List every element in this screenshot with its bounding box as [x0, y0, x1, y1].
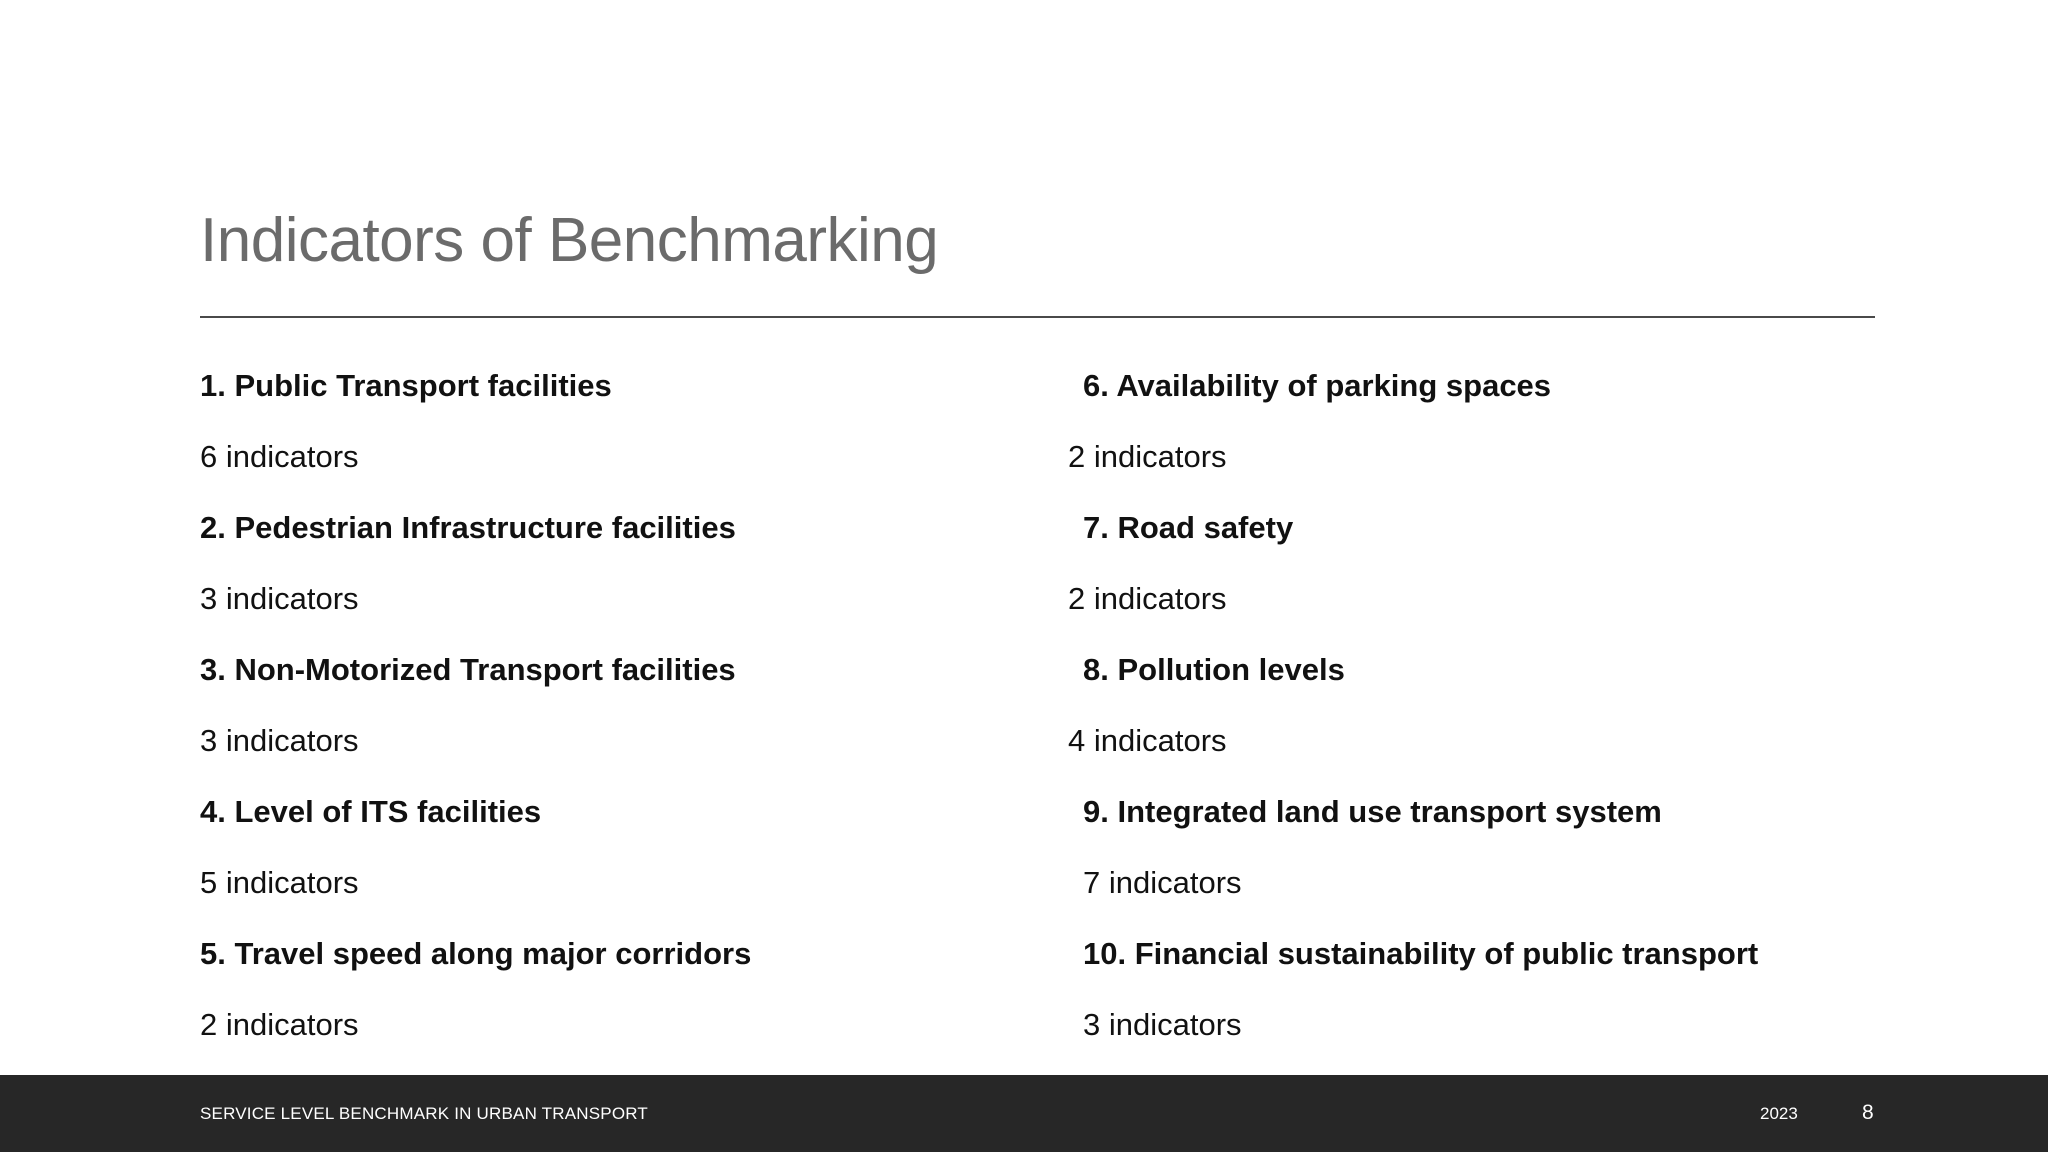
- slide-number: 8: [1862, 1101, 1874, 1124]
- slide-title: Indicators of Benchmarking: [200, 206, 939, 275]
- category-heading-7: 7. Road safety: [1083, 510, 1294, 545]
- category-heading-6: 6. Availability of parking spaces: [1083, 368, 1552, 403]
- category-count-8: 4 indicators: [1068, 723, 1227, 758]
- footer-year: 2023: [1760, 1104, 1798, 1123]
- title-divider: [200, 316, 1875, 318]
- category-heading-2: 2. Pedestrian Infrastructure facilities: [200, 510, 736, 545]
- footer-title: SERVICE LEVEL BENCHMARK IN URBAN TRANSPORT: [200, 1104, 648, 1123]
- category-count-1: 6 indicators: [200, 439, 359, 474]
- category-heading-4: 4. Level of ITS facilities: [200, 794, 542, 829]
- category-heading-5: 5. Travel speed along major corridors: [200, 936, 752, 971]
- category-heading-1: 1. Public Transport facilities: [200, 368, 612, 403]
- left-indicator-column: [200, 364, 751, 1074]
- category-heading-10: 10. Financial sustainability of public transport: [1083, 936, 1759, 971]
- category-heading-3: 3. Non-Motorized Transport facilities: [200, 652, 736, 687]
- category-count-10: 3 indicators: [1083, 1007, 1242, 1042]
- category-count-4: 5 indicators: [200, 865, 359, 900]
- category-heading-9: 9. Integrated land use transport system: [1083, 794, 1662, 829]
- slide-footer: [0, 1075, 2048, 1152]
- category-count-9: 7 indicators: [1083, 865, 1242, 900]
- category-heading-8: 8. Pollution levels: [1083, 652, 1345, 687]
- category-count-2: 3 indicators: [200, 581, 359, 616]
- category-count-3: 3 indicators: [200, 723, 359, 758]
- category-count-7: 2 indicators: [1068, 581, 1227, 616]
- right-indicator-column: [1068, 364, 1758, 1074]
- category-count-6: 2 indicators: [1068, 439, 1227, 474]
- category-count-5: 2 indicators: [200, 1007, 359, 1042]
